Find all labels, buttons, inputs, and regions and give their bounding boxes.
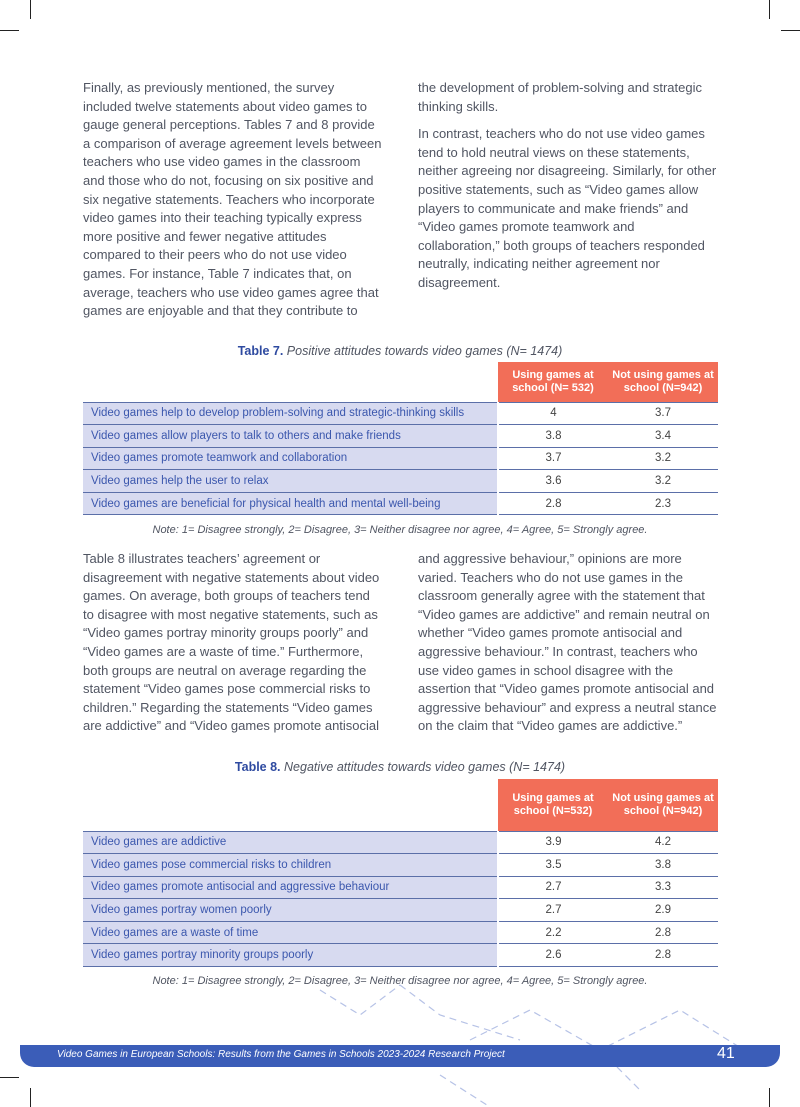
- table-row: Video games portray minority groups poorly 2.6 2.8: [83, 944, 718, 967]
- column-header: Using games at school (N=532): [498, 779, 608, 831]
- table-row: Video games pose commercial risks to children 3.5 3.8: [83, 854, 718, 877]
- text-column-right-2: [418, 550, 720, 745]
- footer-title: Video Games in European Schools: Results from the Games in Schools 2023-2024 Research Project: [57, 1049, 505, 1060]
- paragraph: Table 8 illustrates teachers’ agreement or disagreement with negative statements about video games. On average, both groups of teachers tend to disagree with most negative statements, such as “Video games portray minority groups poorly” and “Video games are a waste of time.” Furthermore, both groups are neutral on average regarding the statement “Video games pose commercial risks to children.” Regarding the statements “Video games are addictive” and “Video games promote antisocial: [83, 551, 380, 734]
- table-8-caption: Table 8. Negative attitudes towards video games (N= 1474): [234, 760, 566, 774]
- paragraph: Finally, as previously mentioned, the survey included twelve statements about video games to gauge general perceptions. Tables 7 and 8 provide a comparison of average agreement levels between teachers who use video games in the classroom and those who do not, focusing on six positive and six negative statements. Teachers who incorporate video games into their teaching typically express more positive and fewer negative attitudes compared to their peers who do not use video games. For instance, Table 7 indicates that, on average, teachers who use video games agree that games are enjoyable and that they contribute to: [83, 80, 382, 319]
- text-column-right-1: [418, 79, 718, 302]
- table-8-note: Note: 1= Disagree strongly, 2= Disagree, 3= Neither disagree nor agree, 4= Agree, 5= Strongly agree.: [152, 975, 648, 987]
- table-row: Video games help to develop problem-solving and strategic-thinking skills 4 3.7: [83, 402, 718, 425]
- table-row: Video games are addictive 3.9 4.2: [83, 831, 718, 854]
- page-number: 41: [717, 1045, 735, 1062]
- column-header: Not using games at school (N=942): [608, 362, 718, 402]
- table-row: Video games portray women poorly 2.7 2.9: [83, 899, 718, 922]
- table-row: Video games are a waste of time 2.2 2.8: [83, 921, 718, 944]
- table-row: Video games help the user to relax 3.6 3.2: [83, 470, 718, 493]
- column-header: Using games at school (N= 532): [498, 362, 608, 402]
- table-row: Video games promote antisocial and aggressive behaviour 2.7 3.3: [83, 876, 718, 899]
- paragraph: In contrast, teachers who do not use video games tend to hold neutral views on these statements, neither agreeing nor disagreeing. Similarly, for other positive statements, such as “Video games allow players to communicate and make friends” and “Video games promote teamwork and collaboration,” both groups of teachers responded neutrally, indicating neither agreement nor disagreement.: [418, 126, 717, 290]
- table-row: Video games are beneficial for physical health and mental well-being 2.8 2.3: [83, 492, 718, 515]
- table-7-caption: Table 7. Positive attitudes towards video games (N= 1474): [237, 344, 563, 358]
- table-row: Video games allow players to talk to others and make friends 3.8 3.4: [83, 425, 718, 448]
- text-column-left-1: [83, 79, 383, 330]
- paragraph: the development of problem-solving and strategic thinking skills.: [418, 80, 702, 114]
- text-column-left-2: [83, 550, 383, 745]
- table-7: [83, 362, 718, 515]
- column-header: Not using games at school (N=942): [608, 779, 718, 831]
- table-7-note: Note: 1= Disagree strongly, 2= Disagree, 3= Neither disagree nor agree, 4= Agree, 5= Strongly agree.: [152, 524, 648, 536]
- paragraph: and aggressive behaviour,” opinions are more varied. Teachers who do not use games in the classroom generally agree with the statement that “Video games are addictive” and remain neutral on whether “Video games promote antisocial and aggressive behaviour.” In contrast, teachers who use video games in school disagree with the assertion that “Video games promote antisocial and aggressive behaviour” and express a neutral stance on the claim that “Video games are addictive.”: [418, 551, 717, 734]
- table-row: Video games promote teamwork and collaboration 3.7 3.2: [83, 447, 718, 470]
- table-8: [83, 779, 718, 967]
